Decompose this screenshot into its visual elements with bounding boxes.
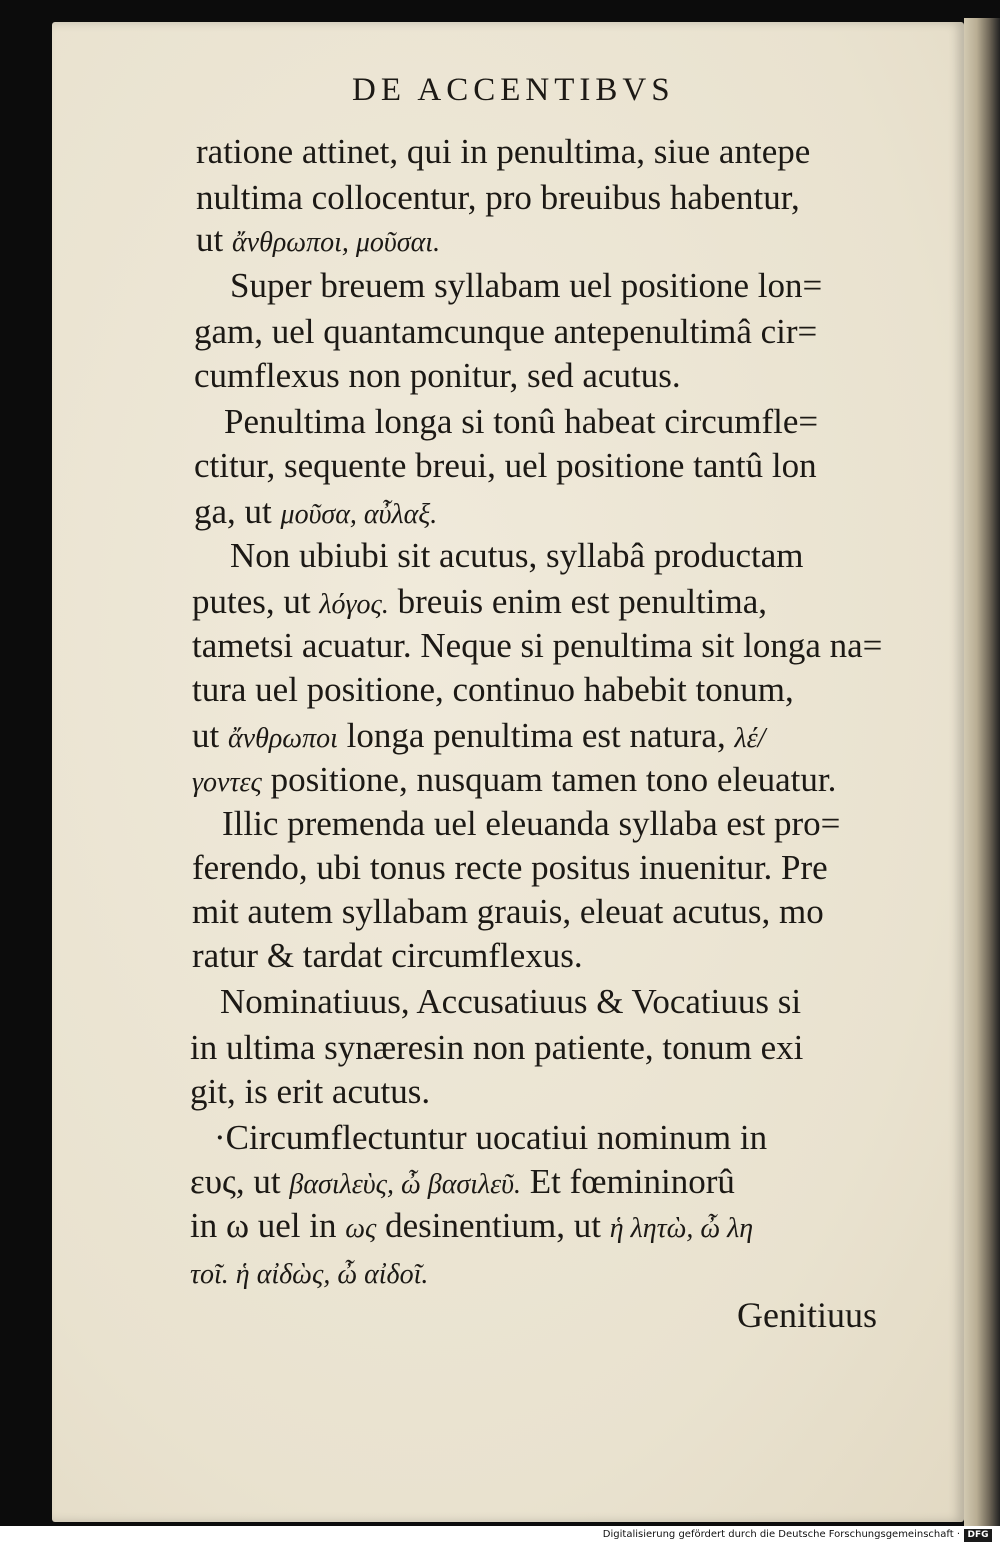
- text-line: in ω uel in ως desinentium, ut ἡ λητὼ, ὦ λη: [190, 1206, 754, 1245]
- text-line: ut ἄνθρωποι longa penultima est natura, λέ/: [192, 716, 766, 755]
- text-line: Super breuem syllabam uel positione lon=: [230, 266, 823, 305]
- text-line: Illic premenda uel eleuanda syllaba est pro=: [222, 804, 841, 843]
- text-line: tura uel positione, continuo habebit tonum,: [192, 670, 794, 709]
- greek-text: βασιλεὺς, ὦ βασιλεῦ.: [289, 1169, 521, 1200]
- greek-text: λόγος.: [319, 589, 389, 620]
- footer-credit: Digitalisierung gefördert durch die Deutsche Forschungsgemeinschaft ·: [602, 1529, 960, 1540]
- text-line: ratur & tardat circumflexus.: [192, 936, 583, 975]
- dfg-logo: DFG: [964, 1529, 992, 1542]
- text-line: ctitur, sequente breui, uel positione tantû lon: [194, 446, 817, 485]
- text-line: mit autem syllabam grauis, eleuat acutus, mo: [192, 892, 824, 931]
- text-line: Non ubiubi sit acutus, syllabâ productam: [230, 536, 804, 575]
- text-line: ut ἄνθρωποι, μοῦσαι.: [196, 220, 441, 259]
- text-line: nultima collocentur, pro breuibus habentur,: [196, 178, 800, 217]
- text-line: cumflexus non ponitur, sed acutus.: [194, 356, 681, 395]
- text-line: in ultima synæresin non patiente, tonum exi: [190, 1028, 804, 1067]
- greek-text: ἄνθρωποι, μοῦσαι.: [231, 227, 441, 258]
- text-line: ratione attinet, qui in penultima, siue antepe: [196, 132, 811, 171]
- greek-text: γοντες: [192, 767, 262, 798]
- text-line: ευς, ut βασιλεὺς, ὦ βασιλεῦ. Et fœmininorû: [190, 1162, 735, 1201]
- text-line: Nominatiuus, Accusatiuus & Vocatiuus si: [220, 982, 802, 1021]
- greek-text: ως: [345, 1213, 377, 1244]
- text-line: git, is erit acutus.: [190, 1072, 431, 1111]
- text-line: gam, uel quantamcunque antepenultimâ cir=: [194, 312, 818, 351]
- greek-text: ἄνθρωποι: [227, 723, 338, 754]
- text-line: ga, ut μοῦσα, αὖλαξ.: [194, 492, 438, 531]
- greek-text: λέ/: [734, 723, 766, 754]
- footer-bar: [0, 1526, 1000, 1546]
- page-edge: [964, 18, 1000, 1526]
- greek-text: τοῖ. ἡ αἰδὼς, ὦ αἰδοῖ.: [190, 1259, 429, 1290]
- greek-text: μοῦσα, αὖλαξ.: [280, 499, 438, 530]
- running-head: DE ACCENTIBVS: [352, 72, 675, 108]
- text-line: Penultima longa si tonû habeat circumfle=: [224, 402, 819, 441]
- greek-text: ἡ λητὼ, ὦ λη: [609, 1213, 754, 1244]
- text-line: [190, 1250, 428, 1297]
- text-line: ·Circumflectuntur uocatiui nominum in: [214, 1118, 768, 1157]
- catchword: Genitiuus: [737, 1295, 877, 1335]
- text-line: ferendo, ubi tonus recte positus inuenitur. Pre: [192, 848, 828, 887]
- text-line: tametsi acuatur. Neque si penultima sit longa na=: [192, 626, 883, 665]
- text-line: γοντες positione, nusquam tamen tono eleuatur.: [192, 760, 837, 799]
- text-line: putes, ut λόγος. breuis enim est penultima,: [192, 582, 768, 621]
